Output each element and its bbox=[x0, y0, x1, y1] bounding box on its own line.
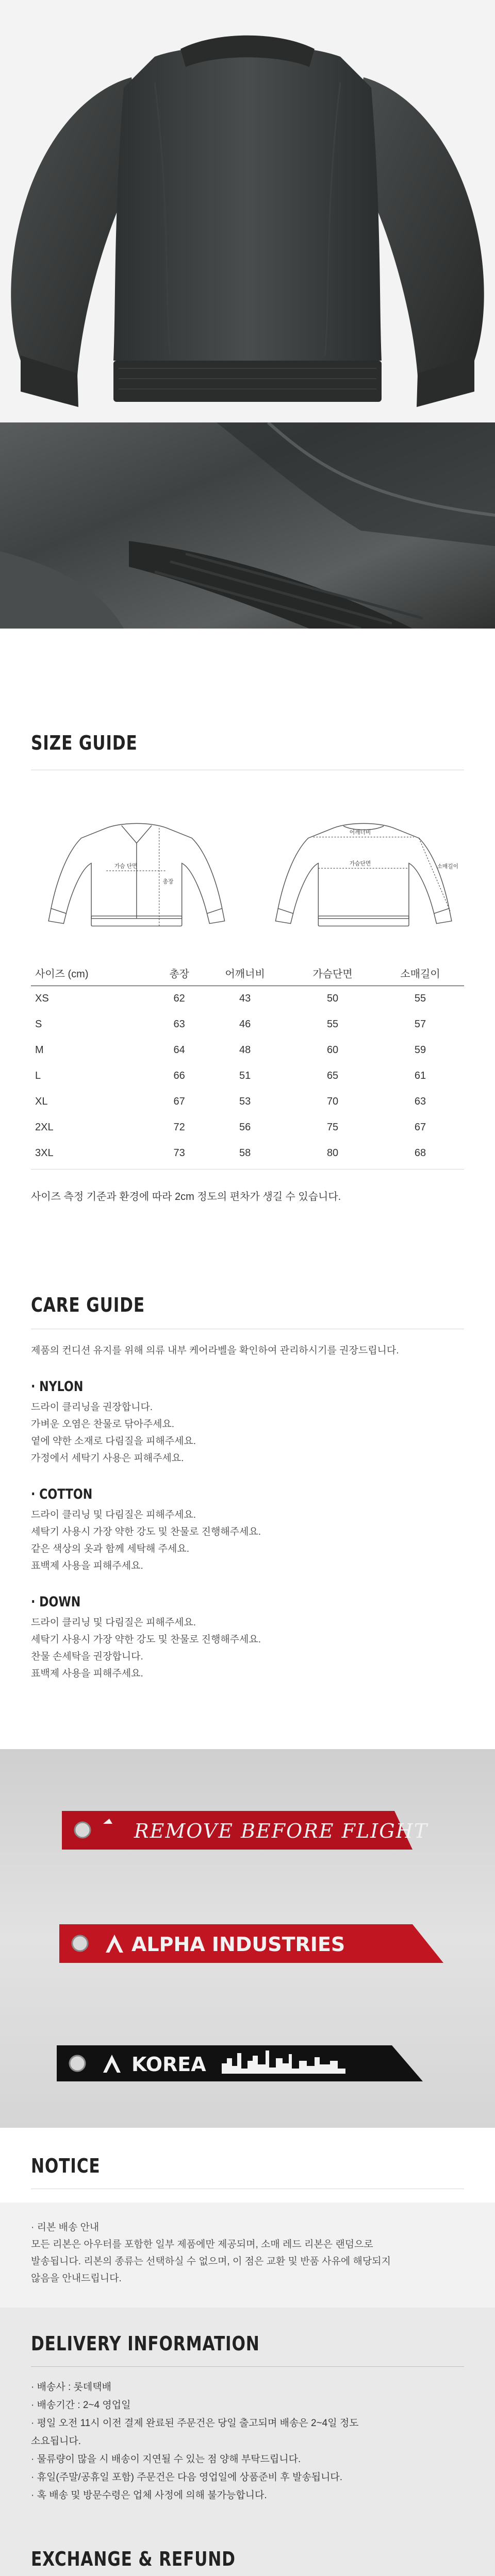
delivery-divider bbox=[31, 2366, 464, 2367]
jacket-back-photo bbox=[0, 0, 495, 422]
size-cell: 3XL bbox=[35, 1147, 54, 1159]
care-line: 세탁기 사용시 가장 약한 강도 및 찬물로 진행해주세요. bbox=[31, 1527, 261, 1537]
shoulder-cell: 43 bbox=[239, 992, 251, 1004]
size-table-header: 가슴단면 bbox=[289, 961, 376, 986]
delivery-line: · 평일 오전 11시 이전 결제 완료된 주문건은 당일 출고되며 배송은 2~4일 정도 bbox=[31, 2418, 359, 2429]
ribbon-3-text: KOREA bbox=[131, 2053, 206, 2076]
shoulder-cell: 58 bbox=[239, 1147, 251, 1159]
table-row bbox=[31, 986, 464, 1011]
ribbon-remove-before-flight bbox=[62, 1811, 428, 1850]
care-line: 드라이 클리닝 및 다림질은 피해주세요. bbox=[31, 1510, 196, 1520]
exchange-title: EXCHANGE & REFUND bbox=[31, 2548, 236, 2570]
sleeve-cell: 67 bbox=[414, 1121, 426, 1133]
length-cell: 62 bbox=[173, 992, 185, 1004]
notice-line: 않음을 안내드립니다. bbox=[31, 2273, 122, 2284]
notice-title: NOTICE bbox=[31, 2155, 101, 2177]
size-table-header: 소매길이 bbox=[376, 961, 464, 986]
size-diagrams bbox=[31, 806, 464, 940]
notice-line: · 리본 배송 안내 bbox=[31, 2222, 100, 2233]
shoulder-cell: 48 bbox=[239, 1044, 251, 1056]
care-block-cotton bbox=[31, 1486, 464, 1574]
shoulder-cell: 46 bbox=[239, 1018, 251, 1030]
delivery-line: · 혹 배송 및 방문수령은 업체 사정에 의해 불가능합니다. bbox=[31, 2490, 267, 2501]
length-cell: 63 bbox=[173, 1018, 185, 1030]
care-line: 옅에 약한 소재로 다림질을 피해주세요. bbox=[31, 1436, 196, 1447]
table-row bbox=[31, 1089, 464, 1114]
care-guide-section bbox=[0, 1203, 495, 1682]
notice-body bbox=[0, 2202, 495, 2308]
ribbon-1-text: REMOVE BEFORE FLIGHT bbox=[134, 1820, 428, 1842]
length-cell: 67 bbox=[173, 1095, 185, 1107]
sleeve-cell: 68 bbox=[414, 1147, 426, 1159]
table-row bbox=[31, 1140, 464, 1166]
notice-line: 모든 리본은 아우터를 포함한 일부 제품에만 제공되며, 소매 레드 리본은 랜덤으로 bbox=[31, 2239, 373, 2250]
size-table-bottom-divider bbox=[31, 1169, 464, 1170]
sleeve-cell: 59 bbox=[414, 1044, 426, 1056]
size-cell: M bbox=[35, 1044, 44, 1056]
care-line: 세탁기 사용시 가장 약한 강도 및 찬물로 진행해주세요. bbox=[31, 1634, 261, 1645]
size-guide-section bbox=[0, 629, 495, 1170]
size-cell: XS bbox=[35, 992, 49, 1004]
care-line: 같은 색상의 옷과 함께 세탁해 주세요. bbox=[31, 1544, 189, 1554]
delivery-title: DELIVERY INFORMATION bbox=[31, 2332, 260, 2355]
size-table bbox=[31, 961, 464, 1166]
care-line: 가벼운 오염은 찬물로 닦아주세요. bbox=[31, 1419, 175, 1430]
delivery-section bbox=[0, 2308, 495, 2532]
care-line: 드라이 클리닝을 권장합니다. bbox=[31, 1402, 153, 1413]
delivery-line: 소요됩니다. bbox=[31, 2436, 81, 2447]
notice-line: 발송됩니다. 리본의 종류는 선택하실 수 없으며, 이 점은 교환 및 반품 사유에 해당되지 bbox=[31, 2256, 391, 2267]
size-cell: S bbox=[35, 1018, 42, 1030]
care-intro: 제품의 컨디션 유지를 위해 의류 내부 케어라벨을 확인하여 관리하시기를 권장드립니다. bbox=[31, 1345, 399, 1356]
chest-cell: 60 bbox=[326, 1044, 339, 1056]
ribbons-photo bbox=[0, 1749, 495, 2128]
chest-cell: 65 bbox=[326, 1070, 339, 1081]
sleeve-cell: 63 bbox=[414, 1095, 426, 1107]
delivery-line: · 배송사 : 롯데택배 bbox=[31, 2382, 111, 2393]
table-row bbox=[31, 1037, 464, 1063]
notice-section bbox=[0, 2128, 495, 2308]
care-line: 표백제 사용을 피해주세요. bbox=[31, 1561, 143, 1571]
length-cell: 66 bbox=[173, 1070, 185, 1081]
front-jacket-diagram bbox=[31, 806, 242, 940]
length-cell: 64 bbox=[173, 1044, 185, 1056]
table-row bbox=[31, 1063, 464, 1089]
chest-cell: 50 bbox=[326, 992, 339, 1004]
size-cell: L bbox=[35, 1070, 41, 1081]
care-head: · DOWN bbox=[31, 1594, 81, 1610]
table-row bbox=[31, 1114, 464, 1140]
sleeve-cell: 61 bbox=[414, 1070, 426, 1081]
ribbon-korea bbox=[57, 2045, 423, 2081]
back-width-label: 가슴단면 bbox=[349, 860, 371, 867]
length-cell: 72 bbox=[173, 1121, 185, 1133]
chest-cell: 55 bbox=[326, 1018, 339, 1030]
chest-cell: 70 bbox=[326, 1095, 339, 1107]
shoulder-cell: 53 bbox=[239, 1095, 251, 1107]
ribbon-2-text: ALPHA INDUSTRIES bbox=[131, 1933, 345, 1956]
size-table-header: 사이즈 (cm) bbox=[31, 961, 157, 986]
size-cell: XL bbox=[35, 1095, 48, 1107]
care-guide-title: CARE GUIDE bbox=[31, 1294, 145, 1316]
front-chest-label: 가슴 단면 bbox=[114, 863, 138, 870]
care-block-down bbox=[31, 1594, 464, 1682]
size-table-header: 총장 bbox=[157, 961, 201, 986]
delivery-line: · 휴일(주말/공휴일 포함) 주문건은 다음 영업일에 상품준비 후 발송됩니다. bbox=[31, 2472, 343, 2483]
back-jacket-diagram bbox=[263, 806, 464, 940]
shoulder-cell: 51 bbox=[239, 1070, 251, 1081]
delivery-body bbox=[31, 2378, 464, 2504]
care-block-nylon bbox=[31, 1379, 464, 1467]
table-row bbox=[31, 1011, 464, 1037]
length-cell: 73 bbox=[173, 1147, 185, 1159]
sleeve-cell: 55 bbox=[414, 992, 426, 1004]
care-line: 가정에서 세탁기 사용은 피해주세요. bbox=[31, 1453, 184, 1464]
care-line: 드라이 클리닝 및 다림질은 피해주세요. bbox=[31, 1617, 196, 1628]
size-note: 사이즈 측정 기준과 환경에 따라 2cm 정도의 편차가 생길 수 있습니다. bbox=[31, 1191, 341, 1202]
front-length-label: 총장 bbox=[162, 878, 174, 885]
chest-cell: 75 bbox=[326, 1121, 339, 1133]
delivery-line: · 배송기간 : 2~4 영업일 bbox=[31, 2400, 131, 2411]
care-line: 찬물 손세탁을 권장합니다. bbox=[31, 1651, 143, 1662]
delivery-line: · 물류량이 많을 시 배송이 지연될 수 있는 점 양해 부탁드립니다. bbox=[31, 2454, 301, 2465]
size-table-header: 어깨너비 bbox=[201, 961, 289, 986]
care-head: · COTTON bbox=[31, 1486, 93, 1502]
sleeve-closeup-photo bbox=[0, 422, 495, 629]
back-sleeve-label: 소매길이 bbox=[437, 863, 458, 870]
back-shoulder-label: 어깨너비 bbox=[349, 829, 371, 836]
ribbons-svg bbox=[0, 1749, 495, 2128]
chest-cell: 80 bbox=[326, 1147, 339, 1159]
care-head: · NYLON bbox=[31, 1379, 84, 1395]
size-guide-title: SIZE GUIDE bbox=[31, 732, 138, 754]
shoulder-cell: 56 bbox=[239, 1121, 251, 1133]
size-table-header-row bbox=[31, 961, 464, 986]
ribbon-alpha-industries bbox=[59, 1924, 443, 1963]
size-cell: 2XL bbox=[35, 1121, 54, 1133]
care-line: 표백제 사용을 피해주세요. bbox=[31, 1668, 143, 1679]
exchange-section bbox=[0, 2532, 495, 2576]
sleeve-cell: 57 bbox=[414, 1018, 426, 1030]
